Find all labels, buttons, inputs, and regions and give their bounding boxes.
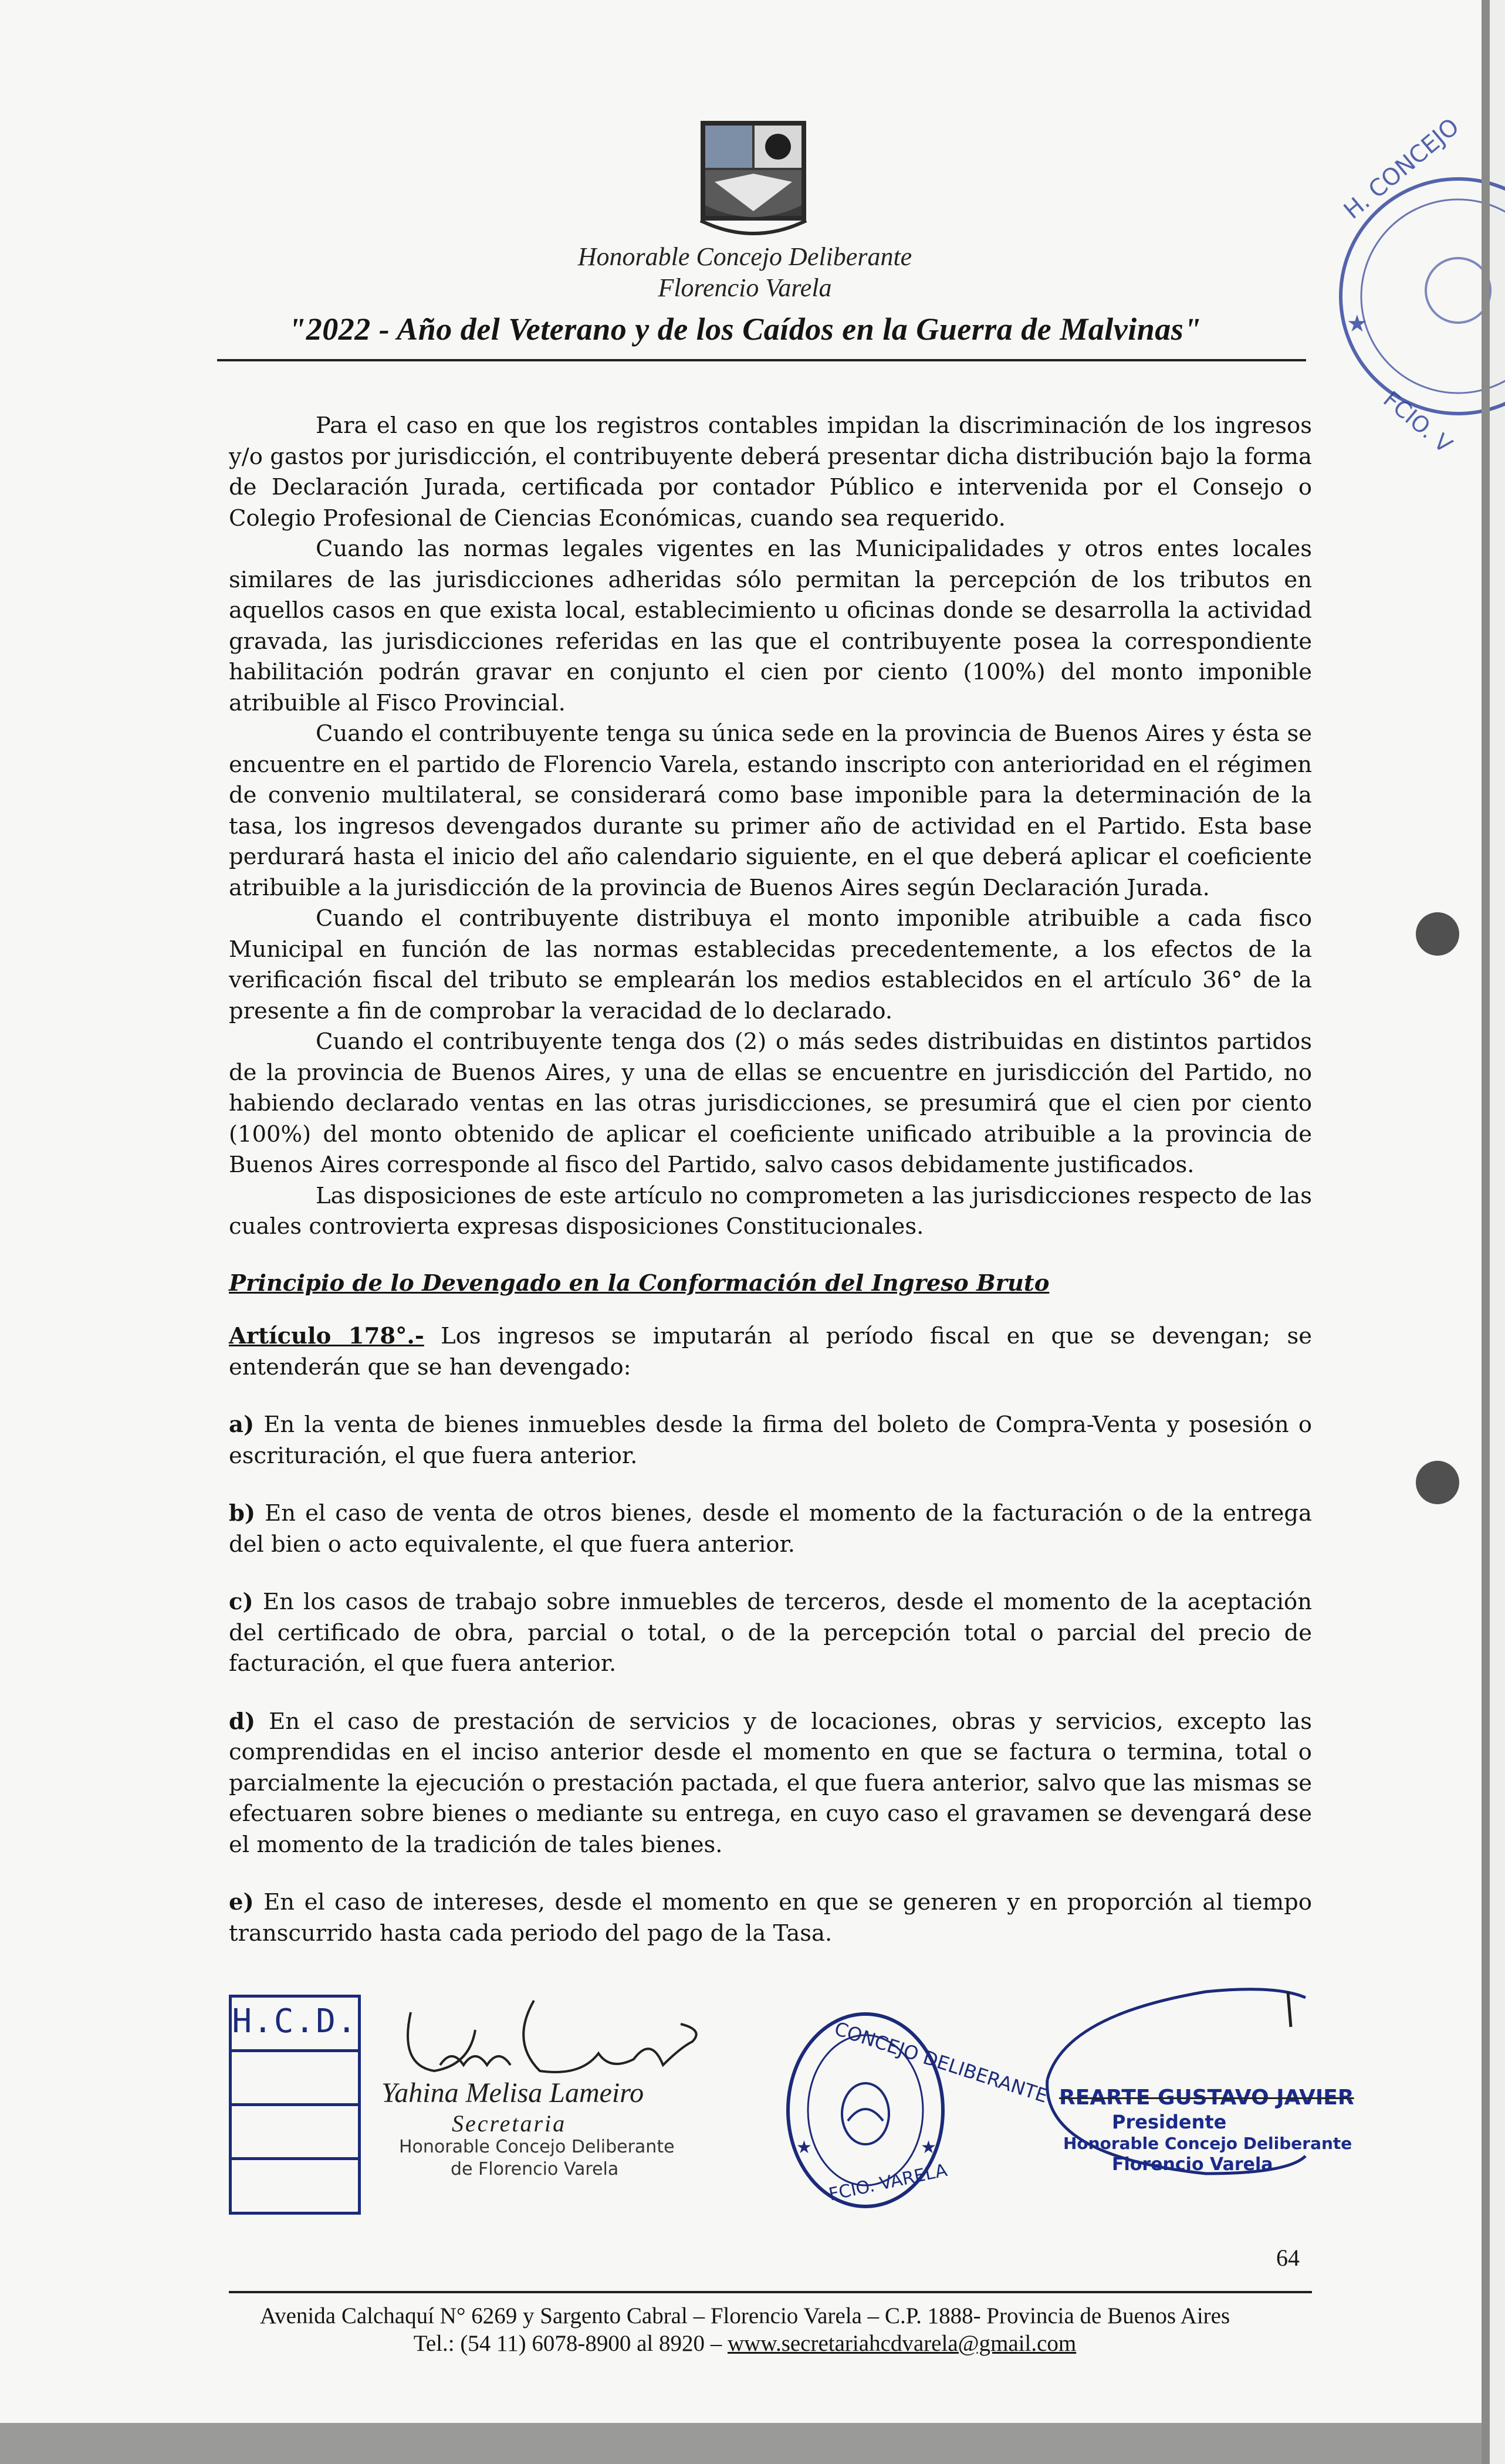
header-divider <box>217 359 1306 361</box>
footer-divider <box>229 2291 1312 2293</box>
svg-text:★: ★ <box>921 2137 936 2158</box>
hcd-box-divider <box>232 2049 358 2052</box>
hcd-box-divider <box>232 2157 358 2160</box>
hcd-box-divider <box>232 2103 358 2106</box>
scan-border-bottom <box>0 2423 1490 2464</box>
inciso-letter: e) <box>229 1889 254 1915</box>
svg-text:★: ★ <box>796 2137 812 2158</box>
punch-hole-lower <box>1416 1461 1459 1504</box>
president-name: REARTE GUSTAVO JAVIER <box>1059 2086 1354 2110</box>
section-heading: Principio de lo Devengado en la Conformación del Ingreso Bruto <box>229 1270 1050 1297</box>
header-motto: "2022 - Año del Veterano y de los Caídos en la Guerra de Malvinas" <box>288 312 1202 347</box>
footer-email-link[interactable]: www.secretariahcdvarela@gmail.com <box>727 2331 1077 2356</box>
president-org-line1: Honorable Concejo Deliberante <box>1063 2134 1352 2153</box>
inciso-letter: b) <box>229 1500 256 1527</box>
punch-hole-upper <box>1416 912 1459 956</box>
inciso-letter: a) <box>229 1412 255 1438</box>
article-label: Artículo 178°.- <box>229 1323 424 1349</box>
inciso-a <box>229 1410 1312 1471</box>
hcd-box-label: H.C.D. <box>232 2002 358 2040</box>
secretary-org-line2: de Florencio Varela <box>451 2159 619 2179</box>
inciso-letter: d) <box>229 1708 256 1735</box>
header-institution: Honorable Concejo Deliberante <box>577 242 912 271</box>
article-text: Los ingresos se imputarán al período fiscal en que se devengan; se entenderán que se han devengado: <box>229 1323 1312 1380</box>
coat-of-arms-logo <box>697 117 810 243</box>
footer-address: Avenida Calchaquí N° 6269 y Sargento Cabral – Florencio Varela – C.P. 1888- Provincia de Buenos Aires <box>259 2303 1230 2328</box>
article-paragraph <box>229 1321 1312 1383</box>
inciso-d <box>229 1707 1312 1861</box>
secretary-name: Yahina Melisa Lameiro <box>381 2077 644 2108</box>
header-city: Florencio Varela <box>658 273 832 302</box>
council-seal-stamp <box>783 2009 1051 2212</box>
paragraph: Las disposiciones de este artículo no comprometen a las jurisdicciones respecto de las cuales controvierta expresas disposiciones Constitucionales. <box>229 1182 1312 1240</box>
inciso-text: En la venta de bienes inmuebles desde la firma del boleto de Compra-Venta y posesión o escrituración, el que fuera anterior. <box>229 1412 1312 1469</box>
paragraph: Cuando el contribuyente tenga su única sede en la provincia de Buenos Aires y ésta se encuentre en el partido de Florencio Varela, estando inscripto con anterioridad en el régimen de convenio multilateral, se considerará como base imponible para la determinación de la tasa, los ingresos devengados durante su primer año de actividad en el Partido. Esta base perdurará hasta el inicio del año calendario siguiente, en el que deberá aplicar el coeficiente atribuible a la jurisdicción de la provincia de Buenos Aires según Declaración Jurada. <box>229 720 1312 901</box>
margin-seal-stamp <box>1311 113 1505 458</box>
seal-text-bottom: FCIO. VARELA <box>827 2160 949 2205</box>
scan-border-right <box>1482 0 1490 2464</box>
inciso-text: En el caso de intereses, desde el momento en que se generen y en proporción al tiempo transcurrido hasta cada periodo del pago de la Tasa. <box>229 1889 1312 1947</box>
inciso-c <box>229 1587 1312 1680</box>
footer-phone: Tel.: (54 11) 6078-8900 al 8920 – <box>413 2331 728 2356</box>
inciso-text: En el caso de venta de otros bienes, desde el momento de la facturación o de la entrega del bien o acto equivalente, el que fuera anterior. <box>229 1500 1312 1558</box>
president-org-line2: Florencio Varela <box>1112 2154 1273 2175</box>
inciso-letter: c) <box>229 1589 253 1615</box>
paragraph: Cuando el contribuyente tenga dos (2) o más sedes distribuidas en distintos partidos de la provincia de Buenos Aires, y una de ellas se encuentre en jurisdicción del Partido, no habiendo declarado ventas en las otras jurisdicciones, se presumirá que el cien por ciento (100%) del monto obtenido de aplicar el coeficiente unificado atribuible a la provincia de Buenos Aires corresponde al fisco del Partido, salvo casos debidamente justificados. <box>229 1028 1312 1178</box>
inciso-text: En los casos de trabajo sobre inmuebles de terceros, desde el momento de la aceptación del certificado de obra, parcial o total, o de la percepción total o parcial del precio de facturación, el que fuera anterior. <box>229 1589 1312 1677</box>
president-role: Presidente <box>1112 2111 1227 2133</box>
inciso-e <box>229 1887 1312 1949</box>
hcd-box-stamp <box>229 1995 361 2215</box>
paragraph: Para el caso en que los registros contables impidan la discriminación de los ingresos y/o gastos por jurisdicción, el contribuyente deberá presentar dicha distribución bajo la forma de Declaración Jurada, certificada por contador Público e intervenida por el Consejo o Colegio Profesional de Ciencias Económicas, cuando sea requerido. <box>229 412 1312 532</box>
secretary-org-line1: Honorable Concejo Deliberante <box>399 2137 675 2157</box>
seal-text-top: CONCEJO DELIBERANTE <box>831 2017 1051 2107</box>
page-number: 64 <box>1276 2245 1300 2271</box>
paragraph: Cuando el contribuyente distribuya el monto imponible atribuible a cada fisco Municipal en función de las normas establecidas precedentemente, a los efectos de la verificación fiscal del tributo se emplearán los medios establecidos en el artículo 36° de la presente a fin de comprobar la veracidad de lo declarado. <box>229 905 1312 1024</box>
margin-seal-text-top: H. CONCEJO <box>1338 113 1465 225</box>
document-body <box>229 411 1312 1949</box>
inciso-b <box>229 1498 1312 1560</box>
secretary-role: Secretaria <box>452 2110 567 2137</box>
margin-seal-text-bottom: FCIO. V <box>1378 386 1457 458</box>
svg-text:★: ★ <box>1347 310 1368 337</box>
footer-contact <box>0 2330 1490 2357</box>
inciso-text: En el caso de prestación de servicios y de locaciones, obras y servicios, excepto las comprendidas en el inciso anterior desde el momento en que se factura o termina, total o parcialmente la ejecución o prestación pactada, el que fuera anterior, salvo que las mismas se efectuaren sobre bienes o mediante su entrega, en cuyo caso el gravamen se devengará dese el momento de la tradición de tales bienes. <box>229 1708 1312 1858</box>
paragraph: Cuando las normas legales vigentes en las Municipalidades y otros entes locales similares de las jurisdicciones adheridas sólo permitan la percepción de los tributos en aquellos casos en que exista local, establecimiento u oficinas donde se desarrolla la actividad gravada, las jurisdicciones referidas en las que el contribuyente posea la correspondiente habilitación podrán gravar en conjunto el cien por ciento (100%) del monto imponible atribuible al Fisco Provincial. <box>229 536 1312 716</box>
